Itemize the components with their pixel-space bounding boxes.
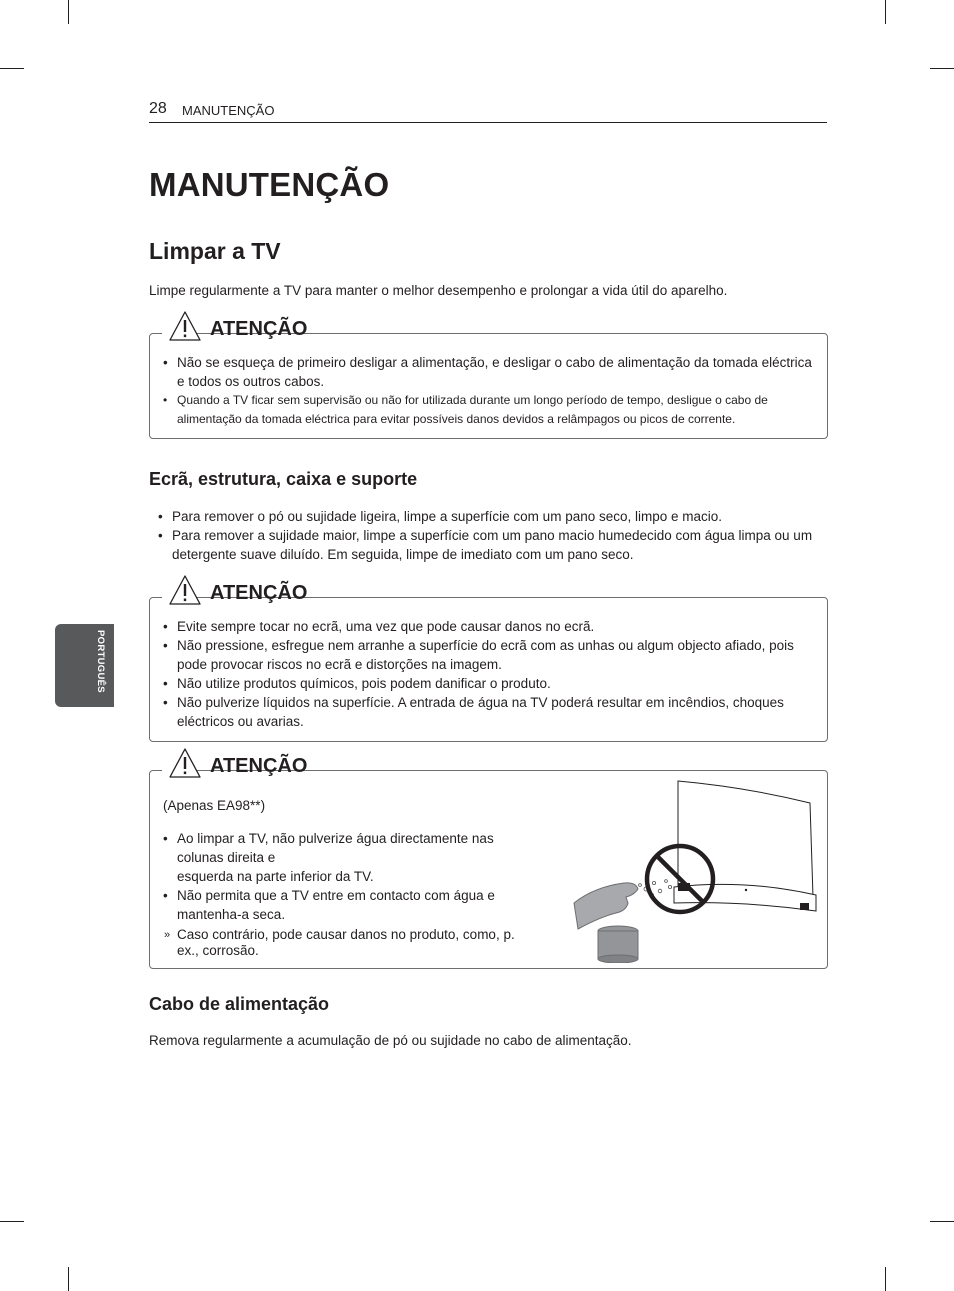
warning-triangle-icon [168,310,202,342]
sub-item: Caso contrário, pode causar danos no produto, como, p. ex., corrosão. [177,927,515,958]
sub-note [163,924,533,959]
caution-item: • Quando a TV ficar sem supervisão ou não for utilizada durante um longo período de tempo, desligue o cabo de alimentação da tomada eléctrica para evitar possíveis danos devidos a relâmpagos ou picos de corrente. [163,391,813,429]
model-note: (Apenas EA98**) [163,798,266,813]
caution-item: • Evite sempre tocar no ecrã, uma vez que pode causar danos no ecrã. [163,617,813,636]
subsection-title: Cabo de alimentação [149,994,330,1014]
tv-cleaning-illustration [570,777,822,963]
caution-title: ATENÇÃO [210,755,308,777]
subsection-title: Ecrã, estrutura, caixa e suporte [149,469,418,489]
subsection-text: Remova regularmente a acumulação de pó ou sujidade no cabo de alimentação. [149,1033,632,1048]
caution-item: • Não se esqueça de primeiro desligar a alimentação, e desligar o cabo de alimentação da tomada eléctrica e todos os outros cabos. [163,353,813,391]
crop-mark [885,1267,886,1291]
caution-title: ATENÇÃO [210,582,308,604]
section-title: Limpar a TV [149,238,281,264]
caution-header [162,747,308,783]
caution-item-line: esquerda na parte inferior da TV. [177,869,374,884]
caution-title: ATENÇÃO [210,318,308,340]
caution-box-1 [149,318,828,439]
language-label: PORTUGUÊS [95,630,106,693]
caution-header [162,310,308,346]
sub-marker: » [164,929,171,941]
section-intro: Limpe regularmente a TV para manter o melhor desempenho e prolongar a vida útil do aparelho. [149,283,728,298]
crop-mark [930,1221,954,1222]
crop-mark [68,0,69,24]
running-head: MANUTENÇÃO [182,103,275,118]
crop-mark [0,1221,24,1222]
page-number: 28 [149,100,167,117]
crop-mark [68,1267,69,1291]
crop-mark [930,68,954,69]
caution-item: • Não pulverize líquidos na superfície. A entrada de água na TV poderá resultar em incêndios, choques eléctricos ou avarias. [163,693,813,731]
language-side-tab [55,624,114,707]
caution-box-2 [149,582,828,742]
crop-mark [885,0,886,24]
warning-triangle-icon [168,747,202,779]
page-header [149,100,827,123]
caution-item: • Não permita que a TV entre em contacto com água e mantenha-a seca. [163,886,533,924]
caution-item-line: • Ao limpar a TV, não pulverize água directamente nas colunas direita e [177,831,494,865]
caution-item: • Não utilize produtos químicos, pois podem danificar o produto. [163,674,813,693]
list-item: • Para remover a sujidade maior, limpe a superfície com um pano macio humedecido com água limpa ou um detergente suave diluído. Em seguida, limpe de imediato com um pano seco. [158,526,828,564]
caution-item: • Não pressione, esfregue nem arranhe a superfície do ecrã com as unhas ou algum objecto afiado, pois pode provocar riscos no ecrã e distorções na imagem. [163,636,813,674]
caution-item [163,829,533,886]
page-title: MANUTENÇÃO [149,166,390,203]
list-item: • Para remover o pó ou sujidade ligeira, limpe a superfície com um pano seco, limpo e macio. [158,507,828,526]
warning-triangle-icon [168,574,202,606]
caution-box-3 [149,755,828,969]
crop-mark [0,68,24,69]
caution-header [162,574,308,610]
